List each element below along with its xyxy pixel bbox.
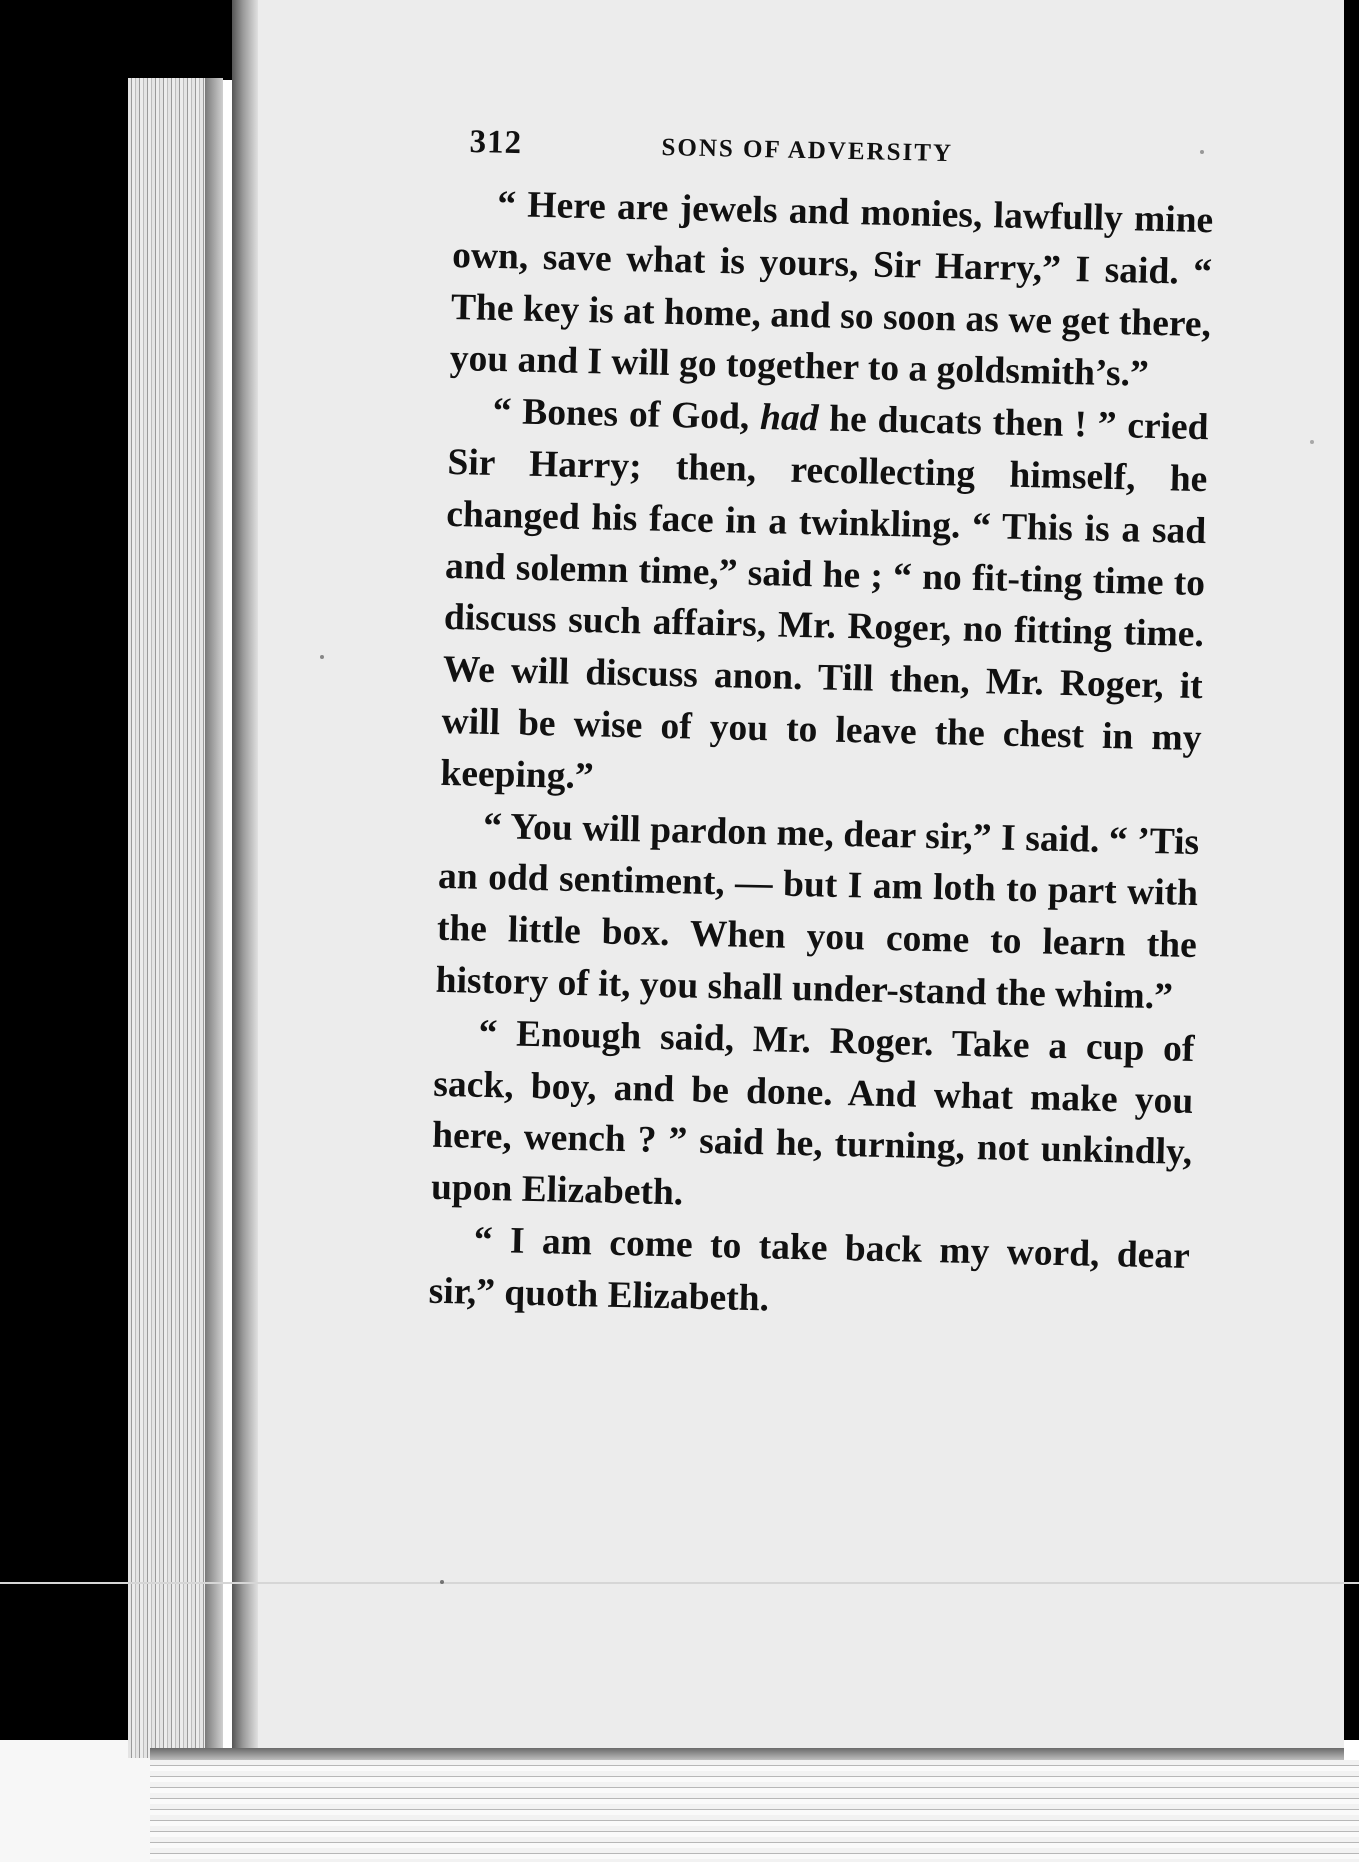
paragraph: “ You will pardon me, dear sir,” I said. “ ’Tis an odd sentiment, — but I am loth to part with the little box. When you come to learn the history of it, you shall under-stand the whim.”	[435, 805, 1200, 1018]
scan-background-top-left	[0, 0, 260, 80]
scan-background-left	[0, 0, 130, 1740]
scan-background-bottom-left	[0, 1740, 150, 1862]
book-gutter	[232, 0, 260, 1760]
scan-background-right	[1344, 0, 1359, 1740]
dust-speck	[440, 1580, 444, 1584]
lower-page-stack	[150, 1760, 1359, 1862]
paragraph: “ I am come to take back my word, dear sir,” quoth Elizabeth.	[428, 1219, 1191, 1320]
paragraph: “ Here are jewels and monies, lawfully mine own, save what is yours, Sir Harry,” I said. “ The key is at home, and so soon as we get there, you and I will go together to a goldsmith’s.”	[449, 183, 1214, 396]
body-text	[428, 178, 1214, 1334]
page-bottom-edge	[150, 1748, 1344, 1760]
running-head-title: SONS OF ADVERSITY	[661, 134, 954, 168]
paragraph: “ Enough said, Mr. Roger. Take a cup of sack, boy, and be done. And what make you here, wench ? ” said he, turning, not unkindly, upon Elizabeth.	[430, 1012, 1195, 1214]
dust-speck	[320, 655, 324, 659]
page-edge-shadow	[205, 78, 223, 1758]
emphasis: had	[759, 397, 819, 440]
scan-streak	[0, 1582, 1359, 1584]
page-number: 312	[469, 124, 523, 162]
paragraph: “ Bones of God, had he ducats then ! ” cried Sir Harry; then, recollecting himself, he changed his face in a twinkling. “ This is a sad and solemn time,” said he ; “ no fit-ting time to discuss such affairs, Mr. Roger, no fitting time. We will discuss anon. Till then, Mr. Roger, it will be wise of you to leave the chest in my keeping.”	[440, 391, 1209, 798]
dust-speck	[1200, 150, 1204, 154]
dust-speck	[1310, 440, 1314, 444]
